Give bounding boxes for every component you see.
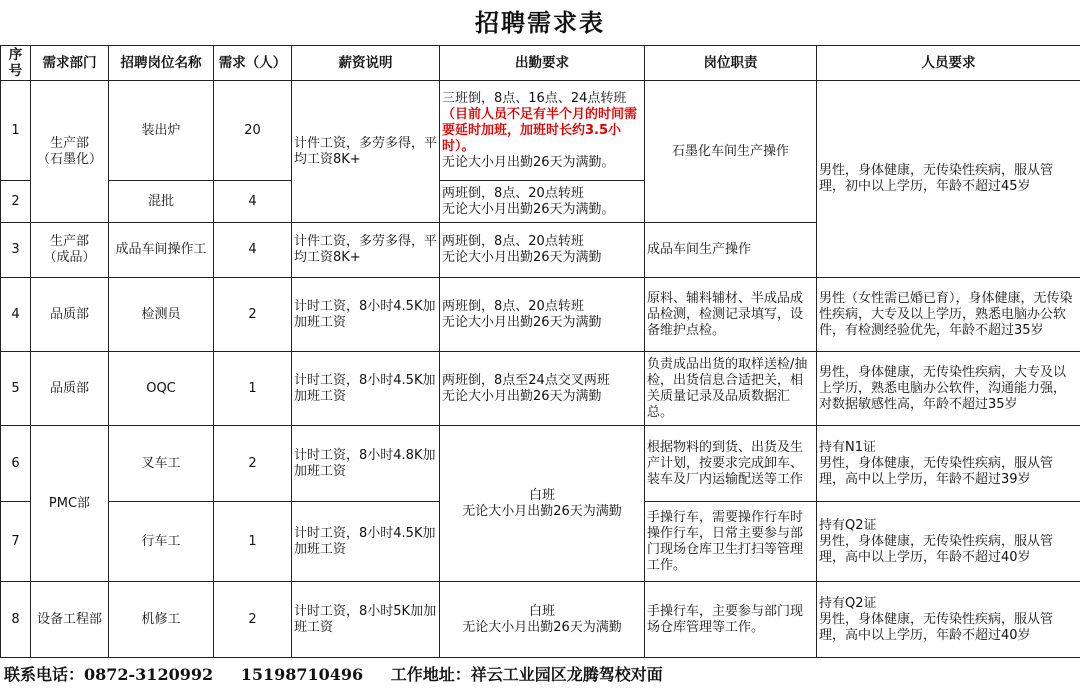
- row-duty: 石墨化车间生产操作: [645, 81, 817, 223]
- row-count: 1: [214, 502, 292, 582]
- row-attendance: 白班 无论大小月出勤26天为满勤: [440, 582, 645, 658]
- contact-footer: [4, 662, 1080, 688]
- row-requirement: 男性，身体健康，无传染性疾病，服从管理，初中以上学历，年龄不超过45岁: [817, 81, 1080, 278]
- row-position: 成品车间操作工: [109, 223, 214, 278]
- table-header-row: [1, 46, 1080, 81]
- row-duty: 负责成品出货的取样送检/抽检，出货信息合适把关，相关质量记录及品质数据汇总。: [645, 352, 817, 426]
- row-no: 6: [1, 426, 31, 502]
- row-dept: PMC部: [31, 426, 109, 582]
- header-position: 招聘岗位名称: [109, 46, 214, 81]
- row-position: 行车工: [109, 502, 214, 582]
- row-attendance: 两班倒，8点、20点转班 无论大小月出勤26天为满勤。: [440, 181, 645, 223]
- row-position: OQC: [109, 352, 214, 426]
- row-attendance: 三班倒，8点、16点、24点转班 （目前人员不足有半个月的时间需要延时加班，加班时长约3.5小时）。 无论大小月出勤26天为满勤。: [440, 81, 645, 181]
- header-duty: 岗位职责: [645, 46, 817, 81]
- header-dept: 需求部门: [31, 46, 109, 81]
- row-salary: 计件工资，多劳多得，平均工资8K+: [292, 81, 440, 223]
- row-requirement: 持有Q2证 男性，身体健康，无传染性疾病，服从管理，高中以上学历，年龄不超过40岁: [817, 502, 1080, 582]
- row-attendance: 两班倒，8点、20点转班 无论大小月出勤26天为满勤: [440, 223, 645, 278]
- row-salary: 计时工资，8小时4.5K加加班工资: [292, 278, 440, 352]
- header-attendance: 出勤要求: [440, 46, 645, 81]
- row-salary: 计时工资，8小时4.8K加加班工资: [292, 426, 440, 502]
- header-salary: 薪资说明: [292, 46, 440, 81]
- header-count: 需求（人）: [214, 46, 292, 81]
- row-duty: 原料、辅料辅材、半成品成品检测，检测记录填写，设备维护点检。: [645, 278, 817, 352]
- row-position: 叉车工: [109, 426, 214, 502]
- row-dept: 品质部: [31, 278, 109, 352]
- row-count: 2: [214, 278, 292, 352]
- table-row: [1, 426, 1080, 502]
- row-dept: 生产部 （石墨化）: [31, 81, 109, 223]
- row-attendance: 白班 无论大小月出勤26天为满勤: [440, 426, 645, 582]
- row-no: 3: [1, 223, 31, 278]
- table-row: [1, 278, 1080, 352]
- row-no: 8: [1, 582, 31, 658]
- row-requirement: 持有N1证 男性，身体健康，无传染性疾病，服从管理，高中以上学历，年龄不超过39岁: [817, 426, 1080, 502]
- table-row: [1, 81, 1080, 181]
- row-count: 1: [214, 352, 292, 426]
- page-title: 招聘需求表: [475, 8, 605, 37]
- row-duty: 成品车间生产操作: [645, 223, 817, 278]
- table-row: [1, 352, 1080, 426]
- row-duty: 手操行车，需要操作行车时操作行车，日常主要参与部门现场仓库卫生打扫等管理工作。: [645, 502, 817, 582]
- row-salary: 计时工资，8小时5K加加班工资: [292, 582, 440, 658]
- row-salary: 计件工资，多劳多得，平均工资8K+: [292, 223, 440, 278]
- row-attendance: 两班倒，8点、20点转班 无论大小月出勤26天为满勤: [440, 278, 645, 352]
- row-requirement: 男性，身体健康，无传染性疾病，大专及以上学历，熟悉电脑办公软件，沟通能力强，对数据敏感性高，年龄不超过35岁: [817, 352, 1080, 426]
- row-salary: 计时工资，8小时4.5K加加班工资: [292, 352, 440, 426]
- row-requirement: 男性（女性需已婚已育），身体健康，无传染性疾病，大专及以上学历，熟悉电脑办公软件，有检测经验优先，年龄不超过35岁: [817, 278, 1080, 352]
- header-requirement: 人员要求: [817, 46, 1080, 81]
- row-count: 2: [214, 582, 292, 658]
- row-count: 2: [214, 426, 292, 502]
- row-position: 混批: [109, 181, 214, 223]
- row-position: 机修工: [109, 582, 214, 658]
- row-dept: 品质部: [31, 352, 109, 426]
- row-no: 7: [1, 502, 31, 582]
- row-no: 5: [1, 352, 31, 426]
- contact-phone: 联系电话：0872-3120992: [4, 665, 214, 684]
- work-address: 工作地址：祥云工业园区龙腾驾校对面: [390, 665, 663, 684]
- table-row: [1, 582, 1080, 658]
- row-count: 4: [214, 223, 292, 278]
- row-dept: 设备工程部: [31, 582, 109, 658]
- row-position: 检测员: [109, 278, 214, 352]
- row-dept: 生产部 （成品）: [31, 223, 109, 278]
- row-no: 2: [1, 181, 31, 223]
- row-duty: 手操行车，主要参与部门现场仓库管理等工作。: [645, 582, 817, 658]
- row-count: 4: [214, 181, 292, 223]
- row-salary: 计时工资，8小时4.5K加加班工资: [292, 502, 440, 582]
- row-no: 1: [1, 81, 31, 181]
- row-attendance: 两班倒，8点至24点交叉两班 无论大小月出勤26天为满勤: [440, 352, 645, 426]
- contact-phone-2: 15198710496: [240, 665, 364, 684]
- header-no: 序号: [1, 46, 31, 81]
- row-requirement: 持有Q2证 男性，身体健康，无传染性疾病，服从管理，高中以上学历，年龄不超过40岁: [817, 582, 1080, 658]
- row-duty: 根据物料的到货、出货及生产计划，按要求完成卸车、装车及厂内运输配送等工作: [645, 426, 817, 502]
- recruitment-table: [0, 45, 1080, 658]
- row-count: 20: [214, 81, 292, 181]
- row-position: 装出炉: [109, 81, 214, 181]
- row-no: 4: [1, 278, 31, 352]
